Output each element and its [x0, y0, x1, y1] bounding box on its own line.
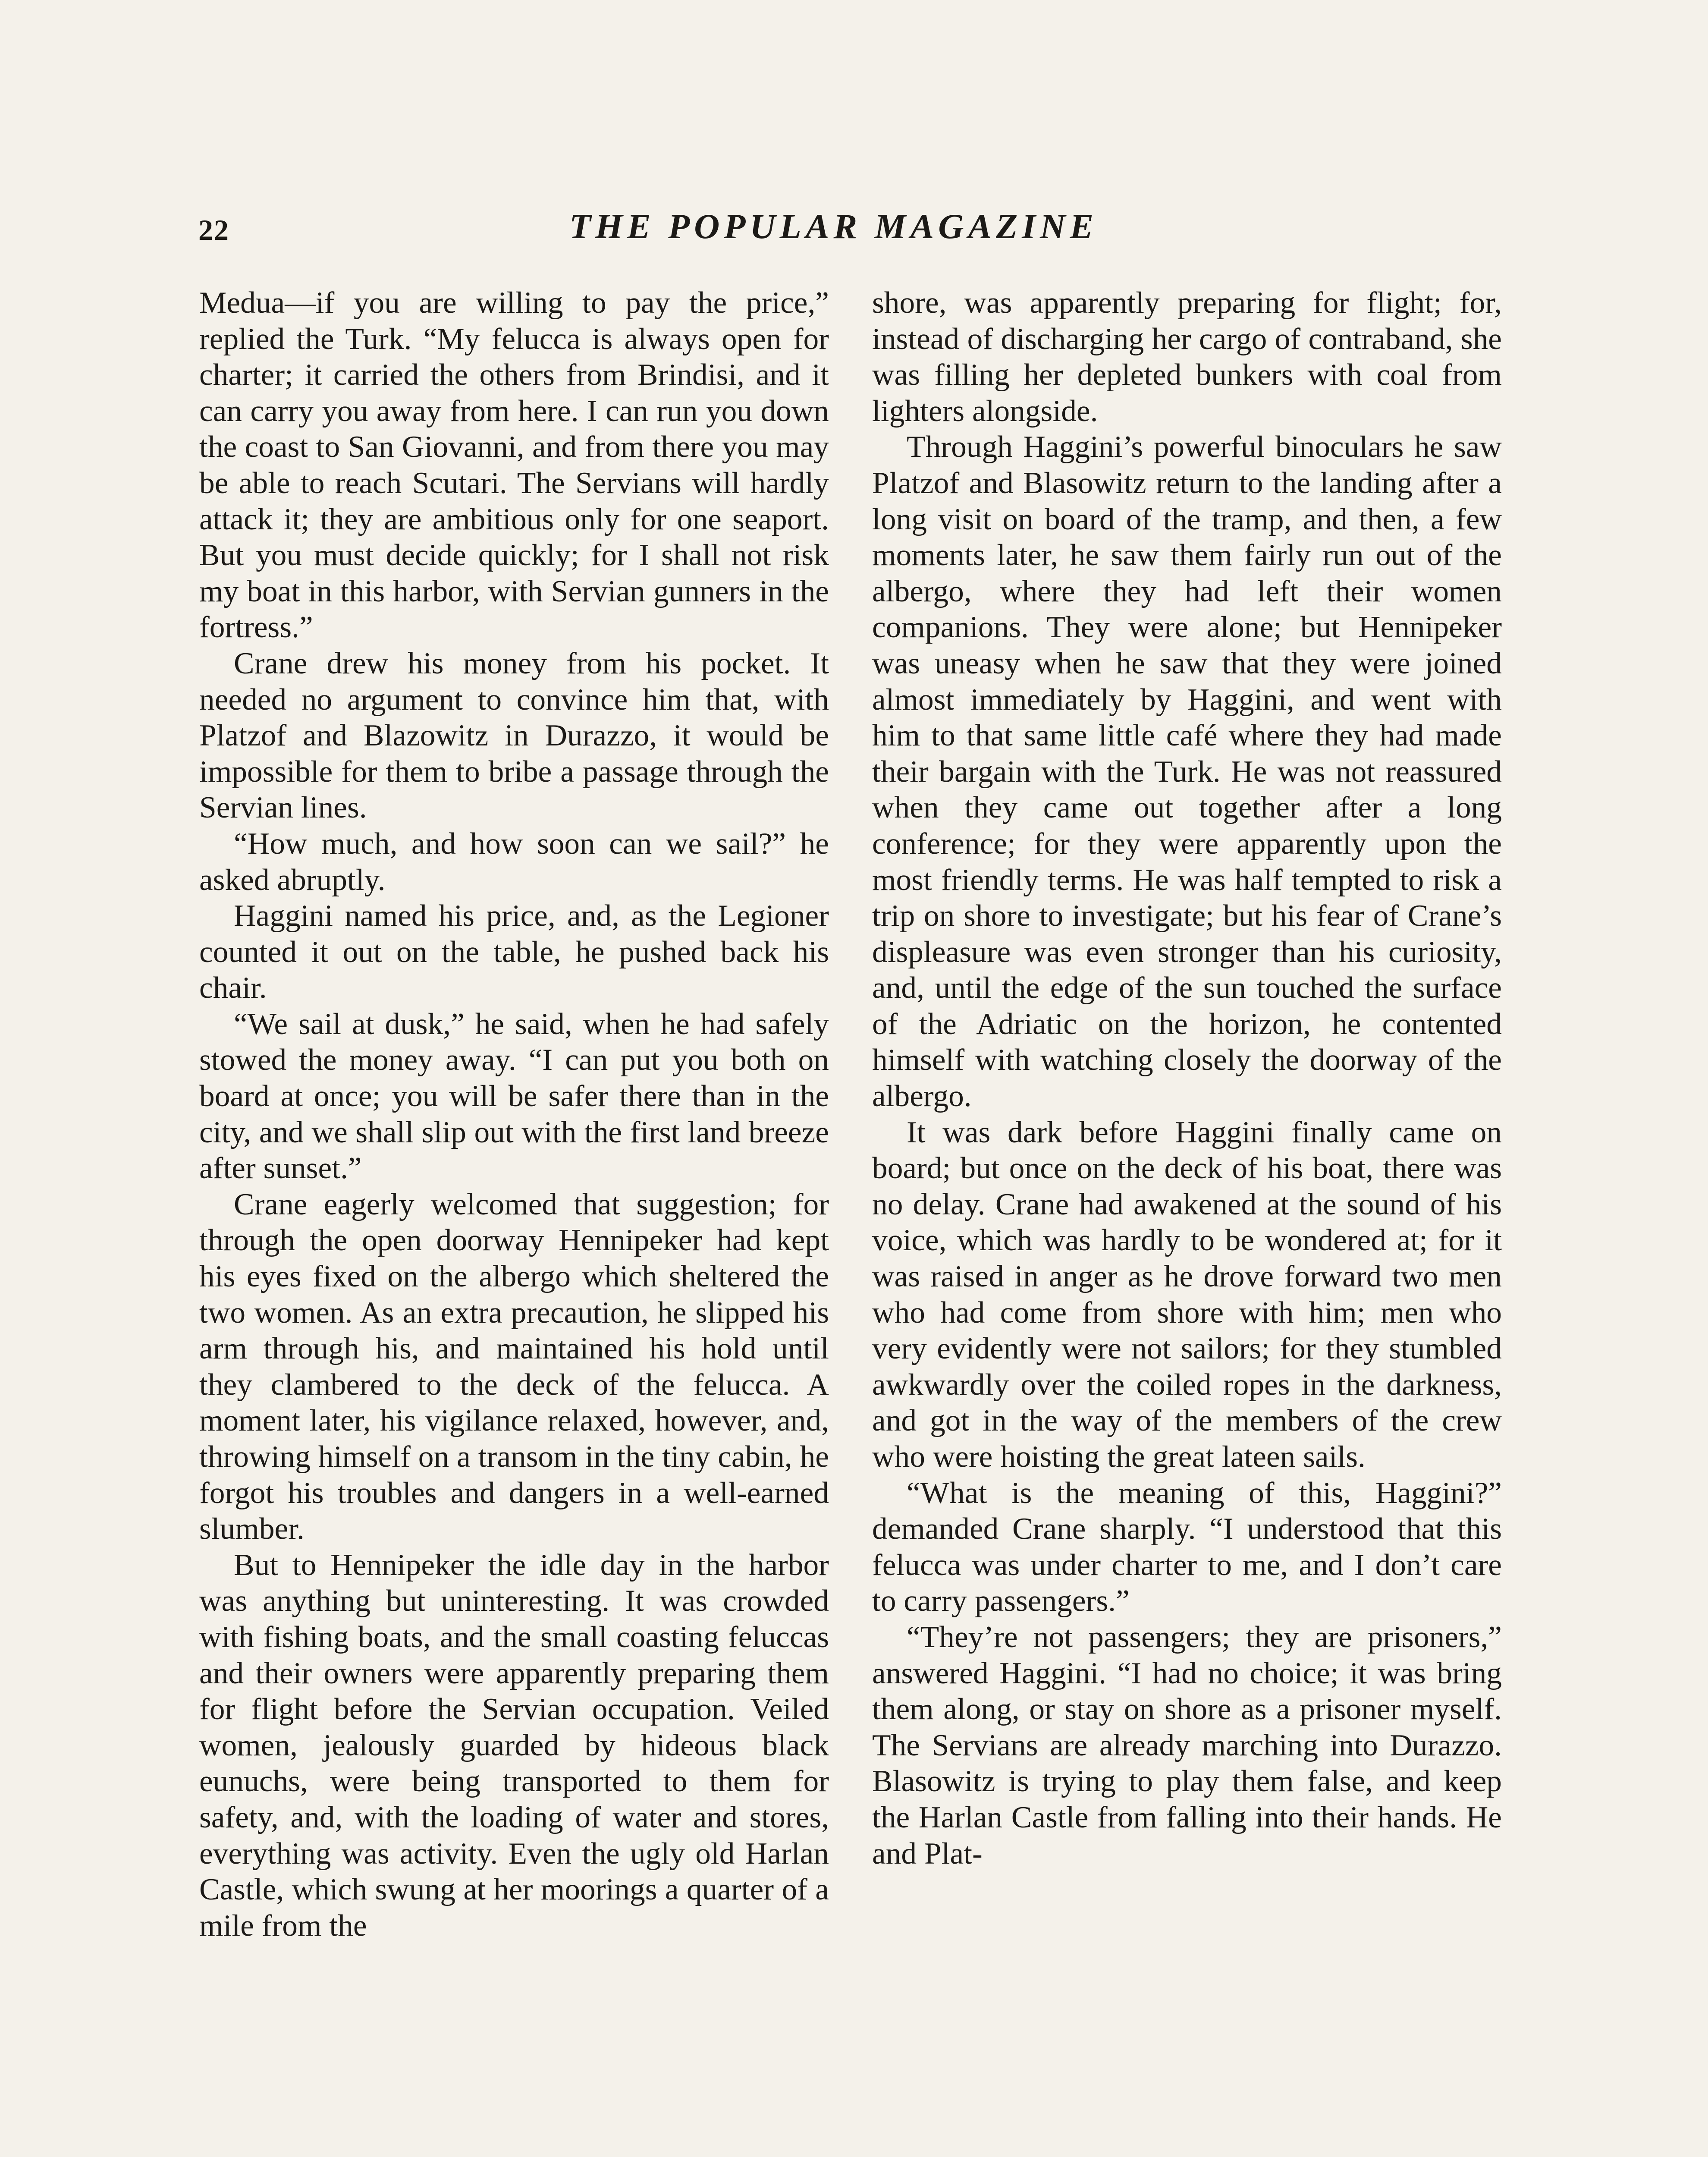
paragraph: It was dark before Haggini finally came on board; but once on the deck of his boat, there was no delay. Crane had awakened at the sound of his voice, which was hardly to be wondered at; for it was raised in anger as he drove forward two men who had come from shore with him; men who very evidently were not sailors; for they stumbled awkwardly over the coiled ropes in the darkness, and got in the way of the members of the crew who were hoisting the great lateen sails.: [872, 1115, 1502, 1474]
paragraph: shore, was apparently preparing for flight; for, instead of discharging her cargo of contraband, she was filling her depleted bunkers with coal from lighters alongside.: [872, 286, 1502, 428]
paragraph: Crane drew his money from his pocket. It needed no argument to convince him that, with Platzof and Blazowitz in Durazzo, it would be impossible for them to bribe a passage through the Servian lines.: [199, 646, 829, 825]
magazine-title: THE POPULAR MAGAZINE: [569, 207, 1098, 246]
paragraph: Crane eagerly welcomed that suggestion; for through the open doorway Hennipeker had kept his eyes fixed on the albergo which sheltered the two women. As an extra precaution, he slipped his arm through his, and maintained his hold until they clambered to the deck of the felucca. A moment later, his vigilance relaxed, however, and, throwing himself on a transom in the tiny cabin, he forgot his troubles and dangers in a well-earned slumber.: [199, 1187, 829, 1546]
paragraph: But to Hennipeker the idle day in the harbor was anything but uninteresting. It was crowded with fishing boats, and the small coasting feluccas and their owners were apparently preparing them for flight before the Servian occupation. Veiled women, jealously guarded by hideous black eunuchs, were being transported to them for safety, and, with the loading of water and stores, everything was activity. Even the ugly old Harlan Castle, which swung at her moorings a quarter of a mile from the: [199, 1547, 829, 1943]
paragraph: “They’re not passengers; they are prisoners,” answered Haggini. “I had no choice; it was bring them along, or stay on shore as a prisoner myself. The Servians are already marching into Durazzo. Blasowitz is trying to play them false, and keep the Harlan Castle from falling into their hands. He and Plat-: [872, 1619, 1502, 1871]
paragraph: Haggini named his price, and, as the Legioner counted it out on the table, he pushed back his chair.: [199, 899, 829, 1005]
paragraph: “What is the meaning of this, Haggini?” demanded Crane sharply. “I understood that this felucca was under charter to me, and I don’t care to carry passengers.”: [872, 1475, 1502, 1618]
paragraph: Medua—if you are willing to pay the price,” replied the Turk. “My felucca is always open for charter; it carried the others from Brindisi, and it can carry you away from here. I can run you down the coast to San Giovanni, and from there you may be able to reach Scutari. The Servians will hardly attack it; they are ambitious only for one seaport. But you must decide quickly; for I shall not risk my boat in this harbor, with Servian gunners in the fortress.”: [199, 286, 829, 645]
paragraph: “We sail at dusk,” he said, when he had safely stowed the money away. “I can put you both on board at once; you will be safer there than in the city, and we shall slip out with the first land breeze after sunset.”: [199, 1006, 829, 1185]
page-number: 22: [198, 214, 229, 246]
right-column: [872, 285, 1502, 1871]
page-header: [198, 206, 1510, 254]
left-column: [199, 285, 829, 1943]
paragraph: Through Haggini’s powerful binoculars he saw Platzof and Blasowitz return to the landing after a long visit on board of the tramp, and then, a few moments later, he saw them fairly run out of the albergo, where they had left their women companions. They were alone; but Hennipeker was uneasy when he saw that they were joined almost immediately by Haggini, and went with him to that same little café where they had made their bargain with the Turk. He was not reassured when they came out together after a long conference; for they were apparently upon the most friendly terms. He was half tempted to risk a trip on shore to investigate; but his fear of Crane’s displeasure was even stronger than his curiosity, and, until the edge of the sun touched the surface of the Adriatic on the horizon, he contented himself with watching closely the doorway of the albergo.: [872, 430, 1502, 1113]
paragraph: “How much, and how soon can we sail?” he asked abruptly.: [199, 826, 829, 897]
